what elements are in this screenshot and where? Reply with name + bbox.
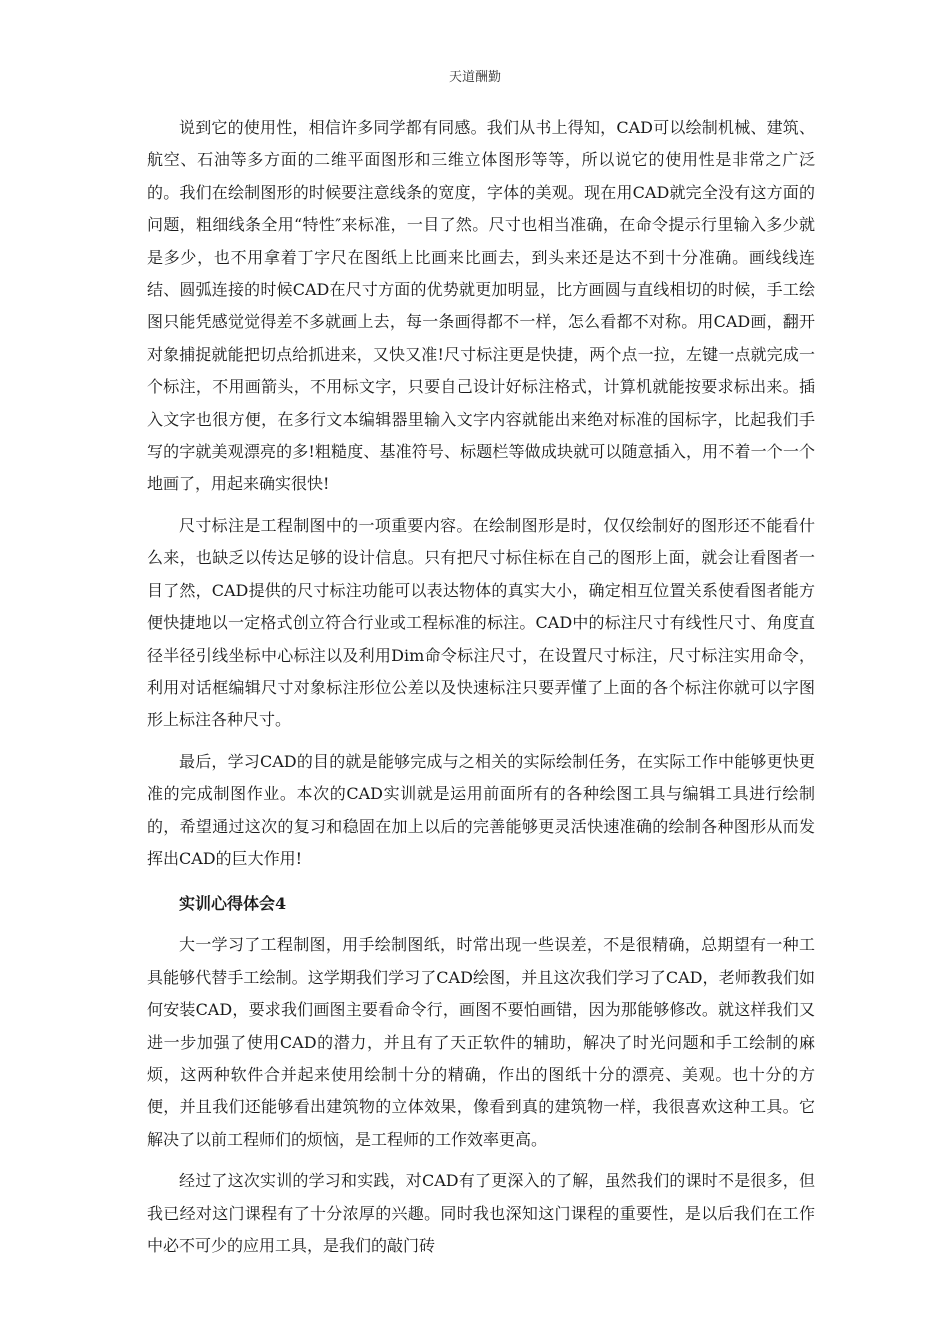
document-body (147, 112, 815, 1262)
paragraph: 尺寸标注是工程制图中的一项重要内容。在绘制图形是时，仅仅绘制好的图形还不能看什么来，也缺乏以传达足够的设计信息。只有把尺寸标住标在自己的图形上面，就会让看图者一目了然，CAD提供的尺寸标注功能可以表达物体的真实大小，确定相互位置关系使看图者能方便快捷地以一定格式创立符合行业或工程标准的标注。CAD中的标注尺寸有线性尺寸、角度直径半径引线坐标中心标注以及利用Dim命令标注尺寸，在设置尺寸标注，尺寸标注实用命令，利用对话框编辑尺寸对象标注形位公差以及快速标注只要弄懂了上面的各个标注你就可以字图形上标注各种尺寸。 (147, 515, 815, 730)
section-heading: 实训心得体会4 (179, 894, 287, 914)
paragraph: 最后，学习CAD的目的就是能够完成与之相关的实际绘制任务，在实际工作中能够更快更准的完成制图作业。本次的CAD实训就是运用前面所有的各种绘图工具与编辑工具进行绘制的，希望通过这次的复习和稳固在加上以后的完善能够更灵活快速准确的绘制各种图形从而发挥出CAD的巨大作用! (147, 751, 815, 868)
paragraph: 经过了这次实训的学习和实践，对CAD有了更深入的了解，虽然我们的课时不是很多，但我已经对这门课程有了十分浓厚的兴趣。同时我也深知这门课程的重要性，是以后我们在工作中必不可少的应用工具，是我们的敲门砖 (147, 1171, 815, 1255)
paragraph: 说到它的使用性，相信许多同学都有同感。我们从书上得知，CAD可以绘制机械、建筑、航空、石油等多方面的二维平面图形和三维立体图形等等，所以说它的使用性是非常之广泛的。我们在绘制图形的时候要注意线条的宽度，字体的美观。现在用CAD就完全没有这方面的问题，粗细线条全用“特性″来标准，一目了然。尺寸也相当准确，在命令提示行里输入多少就是多少，也不用拿着丁字尺在图纸上比画来比画去，到头来还是达不到十分准确。画线线连结、圆弧连接的时候CAD在尺寸方面的优势就更加明显，比方画圆与直线相切的时候，手工绘图只能凭感觉觉得差不多就画上去，每一条画得都不一样，怎么看都不对称。用CAD画，翻开对象捕捉就能把切点给抓进来，又快又准!尺寸标注更是快捷，两个点一拉，左键一点就完成一个标注，不用画箭头，不用标文字，只要自己设计好标注格式，计算机就能按要求标出来。插入文字也很方便，在多行文本编辑器里输入文字内容就能出来绝对标准的国标字，比起我们手写的字就美观漂亮的多!粗糙度、基准符号、标题栏等做成块就可以随意插入，用不着一个一个地画了，用起来确实很快! (147, 118, 815, 494)
page-header: 天道酬勤 (448, 70, 501, 85)
paragraph: 大一学习了工程制图，用手绘制图纸，时常出现一些误差，不是很精确，总期望有一种工具能够代替手工绘制。这学期我们学习了CAD绘图，并且这次我们学习了CAD，老师教我们如何安装CAD，要求我们画图主要看命令行，画图不要怕画错，因为那能够修改。就这样我们又进一步加强了使用CAD的潜力，并且有了天正软件的辅助，解决了时光问题和手工绘制的麻烦，这两种软件合并起来使用绘制十分的精确，作出的图纸十分的漂亮、美观。也十分的方便，并且我们还能够看出建筑物的立体效果，像看到真的建筑物一样，我很喜欢这种工具。它解决了以前工程师们的烦恼，是工程师的工作效率更高。 (147, 935, 815, 1149)
